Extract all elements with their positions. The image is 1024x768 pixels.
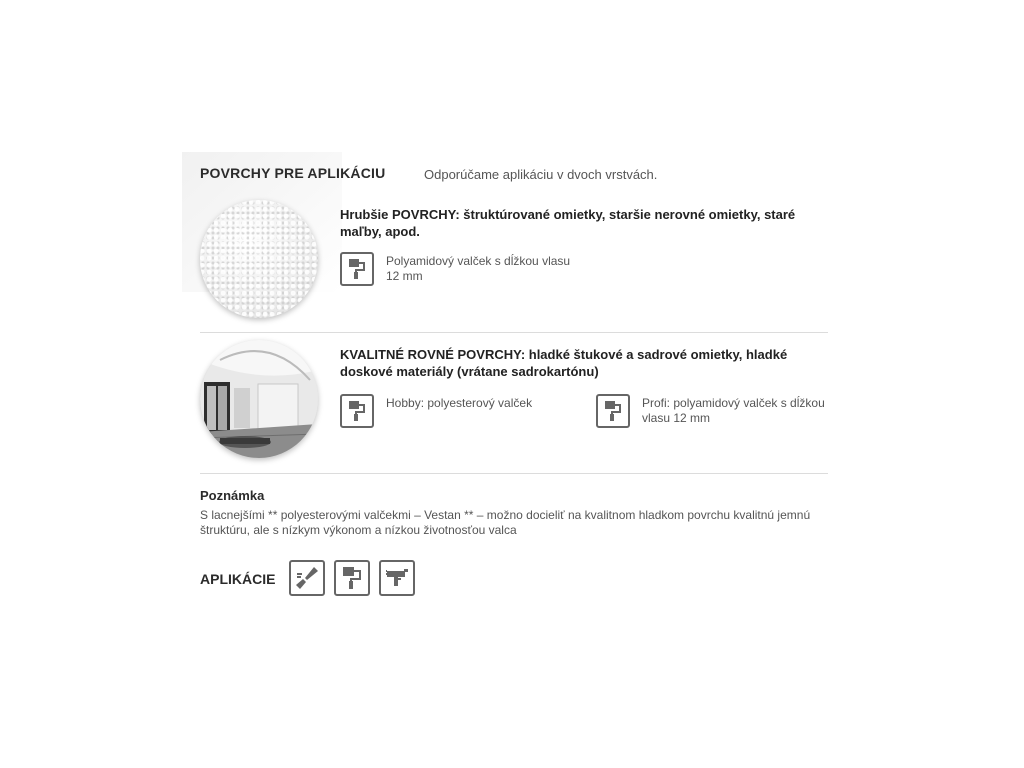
tool-coarse-roller (340, 252, 600, 292)
note-text: S lacnejšími ** polyesterovými valčekmi – Vestan ** – možno docieliť na kvalitnom hladkom povrchu kvalitnú jemnú štruktúru, ale s nízkym výkonom a nízkou životnosťou valca (200, 508, 811, 537)
tool-hobby-roller (340, 394, 560, 434)
note-title: Poznámka (200, 488, 265, 503)
tool-label: Hobby: polyesterový valček (386, 396, 533, 410)
interior-room-image (200, 340, 318, 458)
textured-plaster-image (200, 200, 318, 318)
surfaces-panel (182, 152, 842, 612)
spray-gun-icon (379, 560, 415, 596)
roller-icon (596, 394, 630, 428)
application-title: APLIKÁCIE (200, 571, 276, 587)
surface-smooth-section (200, 332, 828, 474)
tool-profi-roller (596, 394, 830, 434)
tool-label: Profi: polyamidový valček s dĺžkou vlasu 12 mm (642, 396, 825, 425)
roller-icon (334, 560, 370, 596)
surface-coarse-title: Hrubšie POVRCHY: štruktúrované omietky, staršie nerovné omietky, staré maľby, apod. (340, 207, 796, 239)
section-heading: POVRCHY PRE APLIKÁCIU (200, 165, 386, 181)
surface-coarse-section (200, 192, 828, 333)
roller-icon (340, 252, 374, 286)
surface-smooth-title: KVALITNÉ ROVNÉ POVRCHY: hladké štukové a sadrové omietky, hladké doskové materiály (vrátane sadrokartónu) (340, 347, 788, 379)
section-subheading: Odporúčame aplikáciu v dvoch vrstvách. (424, 167, 658, 182)
tool-label: Polyamidový valček s dĺžkou vlasu 12 mm (386, 254, 571, 283)
roller-icon (340, 394, 374, 428)
brush-icon (289, 560, 325, 596)
